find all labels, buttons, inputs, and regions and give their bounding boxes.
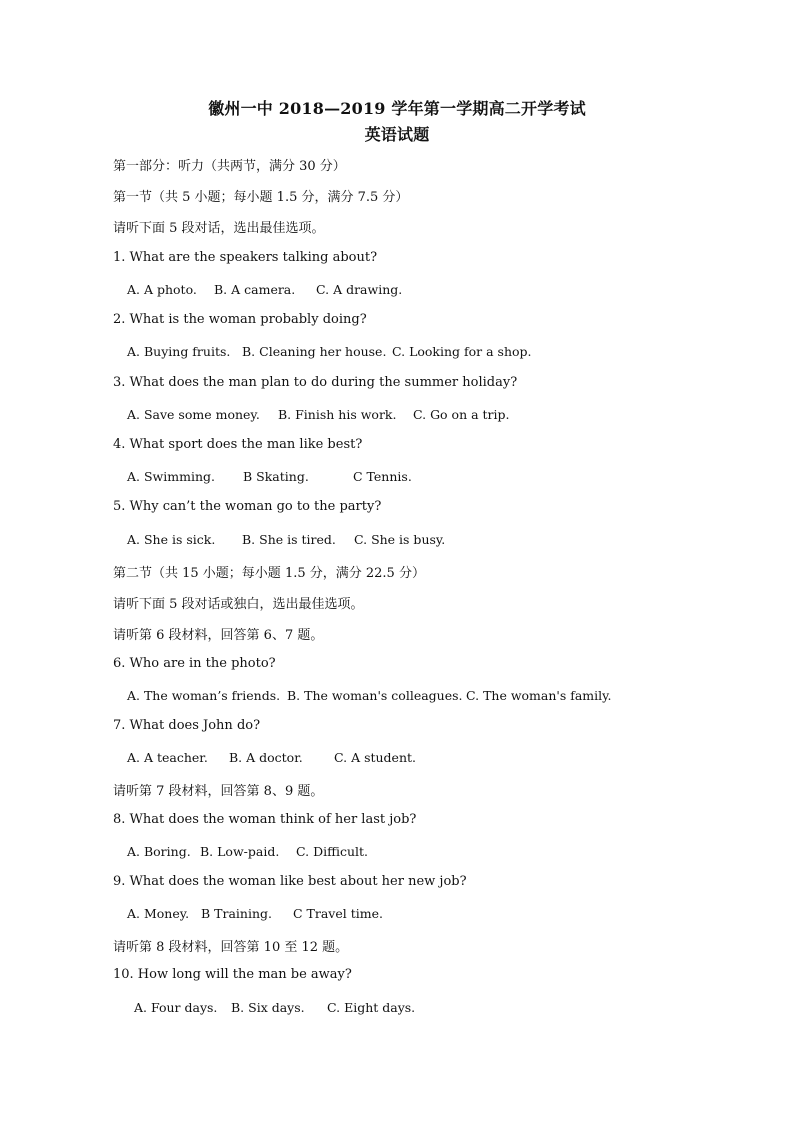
option-b: B. A doctor. — [229, 750, 303, 765]
option-b: B. Low-paid. — [200, 844, 280, 859]
option-b: B. She is tired. — [242, 532, 336, 547]
option-a: A. A photo. — [127, 282, 197, 297]
question-6-stem: 6. Who are in the photo? — [113, 656, 276, 671]
option-a: A. The woman’s friends. — [127, 688, 281, 703]
option-a: A. Money. — [127, 906, 190, 921]
question-1-stem: 1. What are the speakers talking about? — [113, 250, 378, 265]
option-c: C. A drawing. — [316, 282, 403, 297]
question-8-stem: 8. What does the woman think of her last job? — [113, 812, 417, 827]
question-2-stem: 2. What is the woman probably doing? — [113, 312, 367, 327]
option-a: A. Swimming. — [127, 469, 215, 484]
question-7-stem: 7. What does John do? — [113, 718, 261, 733]
option-c: C Tennis. — [353, 469, 412, 484]
question-9-stem: 9. What does the woman like best about her new job? — [113, 874, 467, 889]
question-5-stem: 5. Why can’t the woman go to the party? — [113, 499, 382, 514]
option-b: B Training. — [201, 906, 272, 921]
option-c: C. A student. — [334, 750, 417, 765]
option-b: B. A camera. — [214, 282, 296, 297]
part1-heading: 第一部分：听力（共两节，满分 30 分） — [113, 159, 346, 174]
option-a: A. Four days. — [134, 1000, 218, 1015]
option-b: B. The woman's colleagues. — [287, 688, 463, 703]
option-c: C. She is busy. — [354, 532, 446, 547]
section1-heading: 第一节（共 5 小题；每小题 1.5 分，满分 7.5 分） — [113, 190, 409, 205]
section1-instruction: 请听下面 5 段对话，选出最佳选项。 — [113, 221, 325, 236]
option-c: C. The woman's family. — [466, 688, 612, 703]
option-a: A. Buying fruits. — [127, 344, 231, 359]
section2-heading: 第二节（共 15 小题；每小题 1.5 分，满分 22.5 分） — [113, 566, 425, 581]
exam-subtitle: 英语试题 — [364, 125, 430, 144]
question-4-stem: 4. What sport does the man like best? — [113, 437, 363, 452]
option-a: A. Save some money. — [127, 407, 260, 422]
option-a: A. A teacher. — [127, 750, 208, 765]
option-c: C Travel time. — [293, 906, 383, 921]
option-a: A. She is sick. — [127, 532, 216, 547]
option-c: C. Looking for a shop. — [392, 344, 532, 359]
material-7-instruction: 请听第 7 段材料，回答第 8、9 题。 — [113, 784, 324, 799]
option-b: B. Six days. — [231, 1000, 305, 1015]
material-8-instruction: 请听第 8 段材料，回答第 10 至 12 题。 — [113, 940, 349, 955]
option-c: C. Difficult. — [296, 844, 369, 859]
question-10-stem: 10. How long will the man be away? — [113, 967, 352, 982]
option-b: B Skating. — [243, 469, 309, 484]
exam-title: 徽州一中 2018—2019 学年第一学期高二开学考试 — [208, 99, 586, 118]
option-a: A. Boring. — [127, 844, 191, 859]
section2-instruction: 请听下面 5 段对话或独白，选出最佳选项。 — [113, 597, 364, 612]
option-b: B. Cleaning her house. — [242, 344, 387, 359]
material-6-instruction: 请听第 6 段材料，回答第 6、7 题。 — [113, 628, 324, 643]
option-c: C. Eight days. — [327, 1000, 416, 1015]
question-3-stem: 3. What does the man plan to do during the summer holiday? — [113, 375, 518, 390]
option-b: B. Finish his work. — [278, 407, 397, 422]
option-c: C. Go on a trip. — [413, 407, 510, 422]
